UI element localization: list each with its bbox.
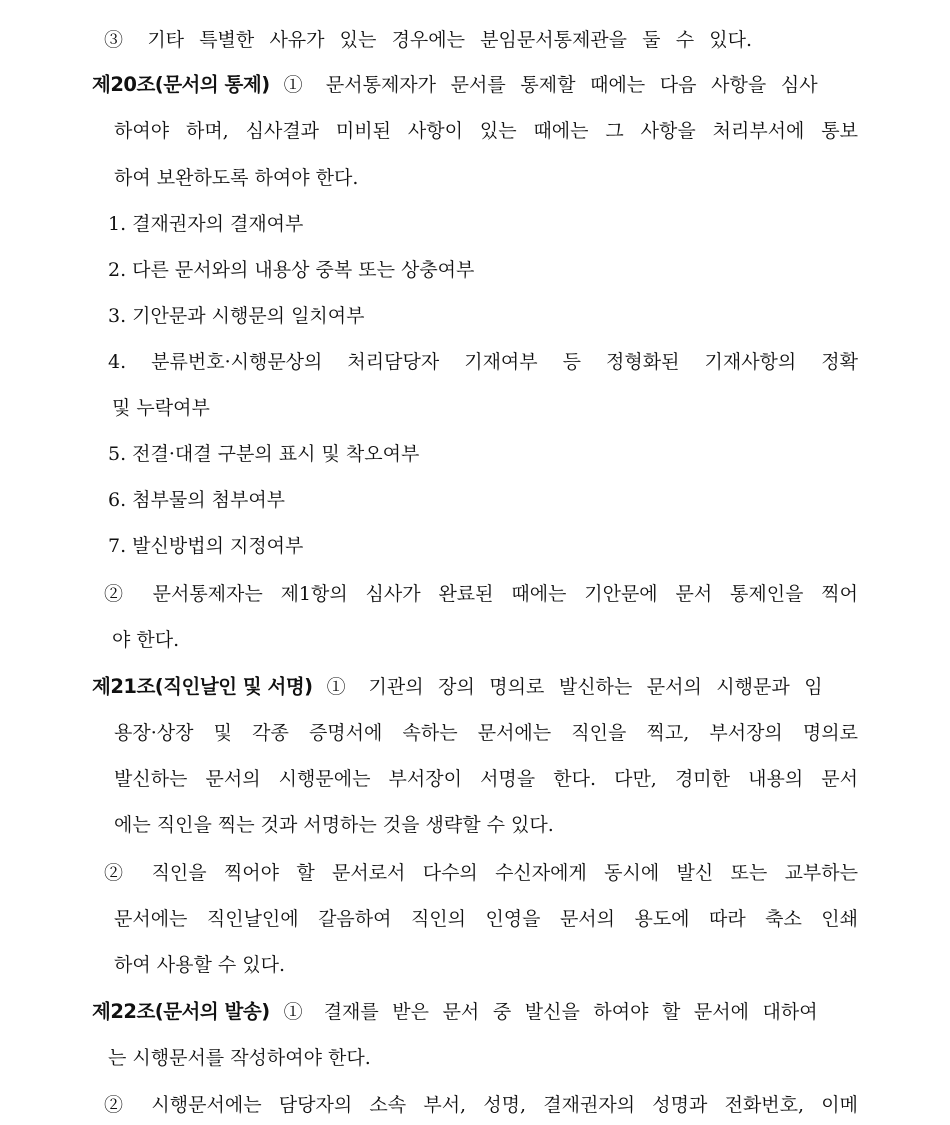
- article-20-heading-line: [92, 73, 858, 97]
- article-21-paragraph-2-line-2: 문서에는 직인날인에 갈음하여 직인의 인영을 문서의 용도에 따라 축소 인쇄: [114, 908, 858, 930]
- article-20-item-1: 1. 결재권자의 결재여부: [108, 213, 304, 235]
- article-20-title: 제20조(문서의 통제): [92, 73, 270, 96]
- article-21-title: 제21조(직인날인 및 서명): [92, 675, 313, 698]
- article-21-text-line-4: 에는 직인을 찍는 것과 서명하는 것을 생략할 수 있다.: [114, 814, 554, 836]
- article-20-item-4: 4. 분류번호·시행문상의 처리담당자 기재여부 등 정형화된 기재사항의 정확: [108, 351, 858, 373]
- article-21-heading-line: [92, 675, 858, 699]
- article-21-paragraph-2-line-3: 하여 사용할 수 있다.: [114, 954, 285, 976]
- article-19-paragraph-3: ③ 기타 특별한 사유가 있는 경우에는 분임문서통제관을 둘 수 있다.: [104, 29, 752, 51]
- article-20-item-4-continued: 및 누락여부: [112, 397, 210, 419]
- article-20-paragraph-2-line-1: ② 문서통제자는 제1항의 심사가 완료된 때에는 기안문에 문서 통제인을 찍어: [104, 583, 858, 605]
- article-20-item-3: 3. 기안문과 시행문의 일치여부: [108, 305, 365, 327]
- article-20-text-line-2: 하여야 하며, 심사결과 미비된 사항이 있는 때에는 그 사항을 처리부서에 통보: [114, 120, 858, 142]
- article-20-paragraph-2-line-2: 야 한다.: [112, 629, 180, 651]
- article-22-title: 제22조(문서의 발송): [92, 1000, 270, 1023]
- article-22-paragraph-2-line-1: ② 시행문서에는 담당자의 소속 부서, 성명, 결재권자의 성명과 전화번호, 이메: [104, 1094, 858, 1116]
- article-20-item-7: 7. 발신방법의 지정여부: [108, 535, 304, 557]
- article-21-text-line-1: ① 기관의 장의 명의로 발신하는 문서의 시행문과 임: [326, 676, 823, 698]
- article-20-text-line-1: ① 문서통제자가 문서를 통제할 때에는 다음 사항을 심사: [283, 74, 818, 96]
- article-22-text-line-1: ① 결재를 받은 문서 중 발신을 하여야 할 문서에 대하여: [283, 1001, 818, 1023]
- article-20-text-line-3: 하여 보완하도록 하여야 한다.: [114, 167, 359, 189]
- article-21-paragraph-2-line-1: ② 직인을 찍어야 할 문서로서 다수의 수신자에게 동시에 발신 또는 교부하는: [104, 862, 858, 884]
- article-20-item-2: 2. 다른 문서와의 내용상 중복 또는 상충여부: [108, 259, 475, 281]
- article-20-item-5: 5. 전결·대결 구분의 표시 및 착오여부: [108, 443, 420, 465]
- article-21-text-line-3: 발신하는 문서의 시행문에는 부서장이 서명을 한다. 다만, 경미한 내용의 문서: [114, 768, 858, 790]
- article-20-item-6: 6. 첨부물의 첨부여부: [108, 489, 286, 511]
- article-21-text-line-2: 용장·상장 및 각종 증명서에 속하는 문서에는 직인을 찍고, 부서장의 명의로: [114, 722, 858, 744]
- article-22-heading-line: [92, 1000, 858, 1024]
- article-22-text-line-2: 는 시행문서를 작성하여야 한다.: [108, 1047, 371, 1069]
